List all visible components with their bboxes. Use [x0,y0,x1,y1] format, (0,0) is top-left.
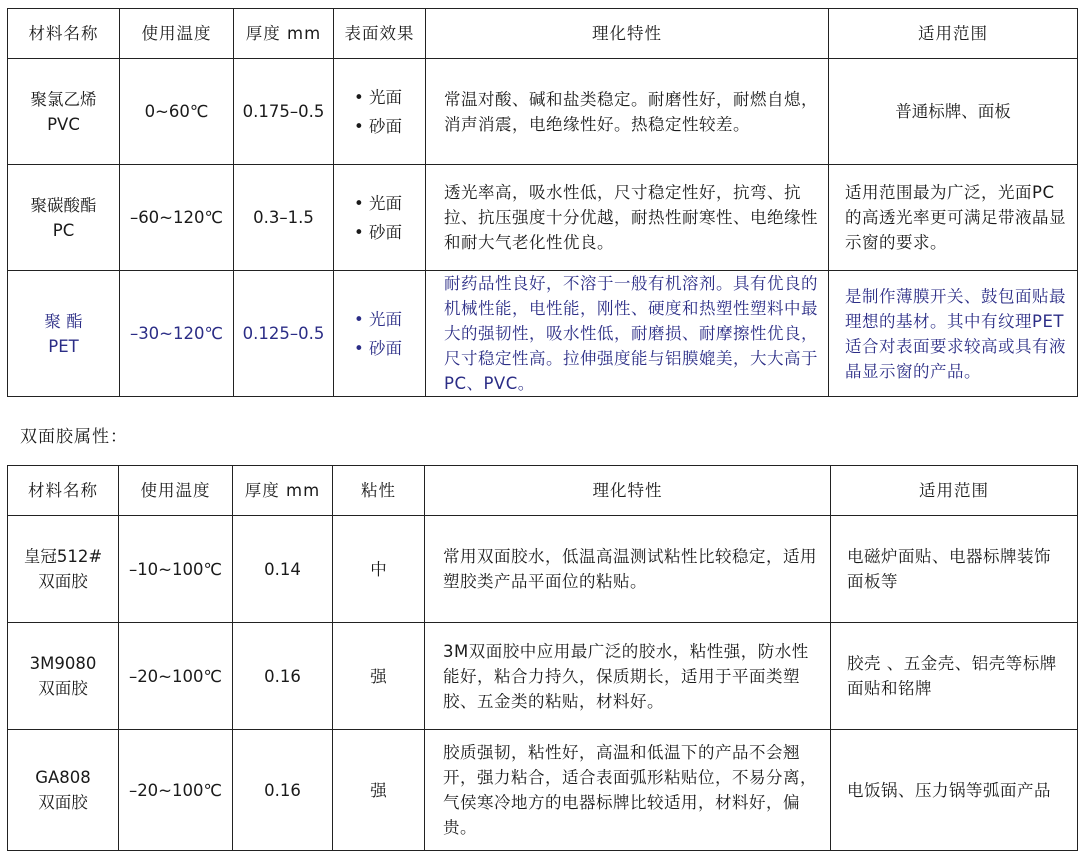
header-surface-finish: 表面效果 [334,9,426,59]
header-thickness: 厚度 mm [233,466,333,516]
material-name-cell [8,59,120,165]
tack-cell: 中 [333,516,425,623]
surface-finish-cell [334,59,426,165]
thickness-cell: 0.14 [233,516,333,623]
finish-matte: • 砂面 [354,218,424,247]
finish-glossy: • 光面 [354,305,424,334]
material-type: 双面胶 [38,572,88,591]
material-name-cell [8,271,120,397]
material-type: 双面胶 [38,793,88,812]
header-material-name: 材料名称 [8,466,119,516]
table-row-ga808 [8,730,1078,851]
header-properties: 理化特性 [425,466,831,516]
section-title-double-sided-tape: 双面胶属性： [20,427,128,447]
properties-cell: 常温对酸、碱和盐类稳定。耐磨性好，耐燃自熄，消声消震，电绝缘性好。热稳定性较差。 [426,59,829,165]
table-row-pet [8,271,1078,397]
applications-cell: 电饭锅、压力锅等弧面产品 [831,730,1078,851]
table-row-3m9080 [8,623,1078,730]
material-name: 3M9080 [29,654,97,673]
table-header-row [8,466,1078,516]
table-row-crown-512 [8,516,1078,623]
tack-cell: 强 [333,730,425,851]
header-thickness: 厚度 mm [234,9,334,59]
thickness-cell: 0.3–1.5 [234,165,334,271]
material-code: PVC [47,114,80,134]
material-type: 双面胶 [38,679,88,698]
material-name-cell [8,165,120,271]
header-tack: 粘性 [333,466,425,516]
finish-matte: • 砂面 [354,334,424,363]
finish-glossy: • 光面 [354,189,424,218]
header-applications: 适用范围 [831,466,1078,516]
table-row-pvc [8,59,1078,165]
properties-cell: 3M双面胶中应用最广泛的胶水，粘性强，防水性能好，粘合力持久，保质期长，适用于平面类塑胶、五金类的粘贴，材料好。 [425,623,831,730]
material-name: 聚 酯 [44,311,83,331]
temperature-cell: –20~100℃ [119,623,233,730]
material-name: 聚氯乙烯 [30,89,97,109]
applications-cell: 适用范围最为广泛，光面PC的高透光率更可满足带液晶显示窗的要求。 [829,165,1078,271]
properties-cell: 耐药品性良好，不溶于一般有机溶剂。具有优良的机械性能，电性能，刚性、硬度和热塑性塑料中最大的强韧性，吸水性低，耐磨损、耐摩擦性优良，尺寸稳定性高。拉伸强度能与铝膜媲美，大大高于PC、PVC。 [426,271,829,397]
applications-cell: 电磁炉面贴、电器标牌装饰面板等 [831,516,1078,623]
applications-cell: 普通标牌、面板 [829,59,1078,165]
surface-finish-cell [334,271,426,397]
material-name-cell [8,516,119,623]
temperature-cell: –60~120℃ [120,165,234,271]
applications-cell: 是制作薄膜开关、鼓包面贴最理想的基材。其中有纹理PET适合对表面要求较高或具有液晶显示窗的产品。 [829,271,1078,397]
applications-cell: 胶壳 、五金壳、铝壳等标牌面贴和铭牌 [831,623,1078,730]
material-name: GA808 [35,768,91,787]
header-material-name: 材料名称 [8,9,120,59]
finish-glossy: • 光面 [354,83,424,112]
temperature-cell: –30~120℃ [120,271,234,397]
properties-cell: 常用双面胶水，低温高温测试粘性比较稳定，适用塑胶类产品平面位的粘贴。 [425,516,831,623]
material-name-cell [8,623,119,730]
temperature-cell: –10~100℃ [119,516,233,623]
surface-finish-cell [334,165,426,271]
material-code: PET [48,336,79,356]
header-properties: 理化特性 [426,9,829,59]
table-header-row [8,9,1078,59]
thickness-cell: 0.175–0.5 [234,59,334,165]
table-row-pc [8,165,1078,271]
material-name: 皇冠512# [23,547,103,566]
material-name: 聚碳酸酯 [30,195,97,215]
material-name-cell [8,730,119,851]
tack-cell: 强 [333,623,425,730]
properties-cell: 透光率高，吸水性低，尺寸稳定性好，抗弯、抗拉、抗压强度十分优越，耐热性耐寒性、电绝缘性和耐大气老化性优良。 [426,165,829,271]
thickness-cell: 0.16 [233,623,333,730]
finish-matte: • 砂面 [354,112,424,141]
thickness-cell: 0.16 [233,730,333,851]
double-sided-tape-table [7,465,1078,851]
film-materials-table [7,8,1078,397]
properties-cell: 胶质强韧，粘性好，高温和低温下的产品不会翘开，强力粘合，适合表面弧形粘贴位，不易分离，气侯寒冷地方的电器标牌比较适用，材料好，偏贵。 [425,730,831,851]
temperature-cell: 0~60℃ [120,59,234,165]
temperature-cell: –20~100℃ [119,730,233,851]
header-temperature: 使用温度 [120,9,234,59]
header-temperature: 使用温度 [119,466,233,516]
material-code: PC [52,220,75,240]
header-applications: 适用范围 [829,9,1078,59]
thickness-cell: 0.125–0.5 [234,271,334,397]
